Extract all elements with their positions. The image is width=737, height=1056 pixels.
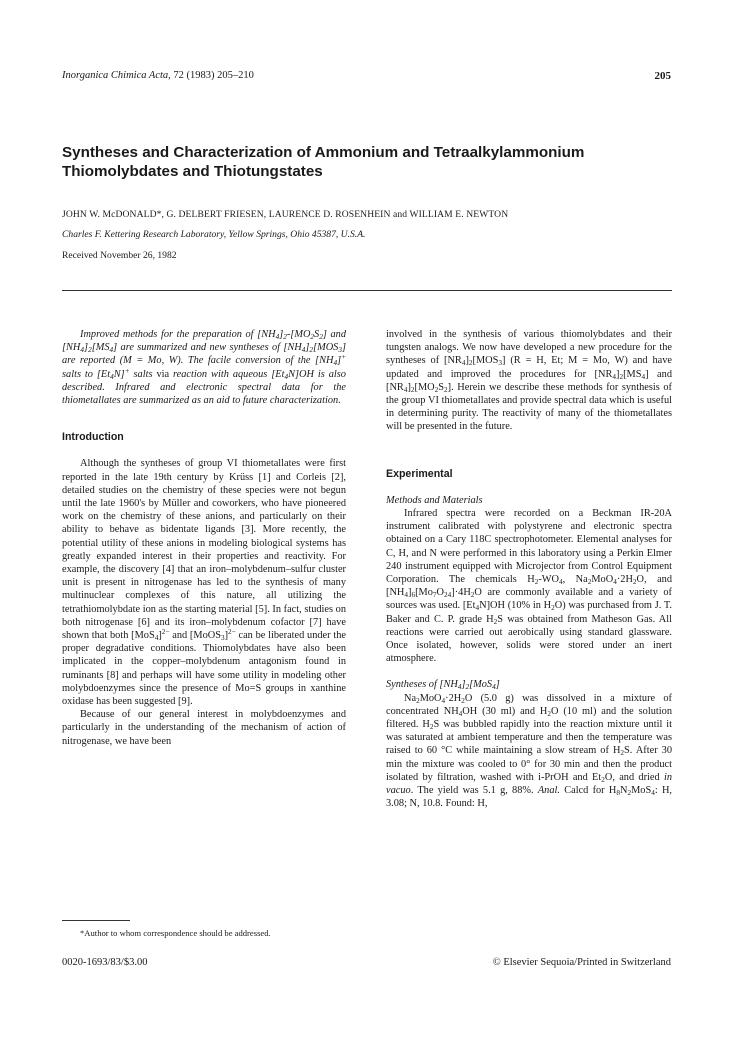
introduction-heading: Introduction — [62, 431, 124, 444]
syntheses-paragraph: $Na_2MoO_4\cdot 2H_2O$ (5.0 g) was dissolved in a mixture of concentrated $NH_4OH$ (30 ml) and $H_2O$ (10 ml) and the solution filtered. $H_2S$ was bubbled rapidly into the reaction mixture until it was saturated at ambient temperature and then the temperature was raised to 60 °C while maintaining a slow stream of $H_2S$. After 30 min the mixture was cooled to 0° for 30 min and then the product isolated by filtration, washed with i-PrOH and $Et_2O$, and dried in vacuo. The yield was 5.1 g, 88%. Anal. Calcd for $H_8N_2MoS_4$: H, 3.08; N, 10.8. Found: H, — [386, 692, 673, 810]
issn-code: 0020-1693/83/$3.00 — [62, 957, 148, 968]
introduction-paragraph-2: Because of our general interest in molybdoenzymes and particularly in the understanding of the mechanism of action of nitrogenase, we have been — [62, 709, 346, 747]
introduction-paragraph-1: Although the syntheses of group VI thiometallates were first reported in the late 19th century by Krüss [1] and Corleis [2], detailed studies on the chemistry of these species were not begun until the late 1960's by Müller and coworkers, who have pioneered work on the chemistry of these anions, and particularly on their ability to behave as bidentate ligands [3]. More recently, the potential utility of these anions in modeling biological systems has greatly expanded interest in their properties and reactivity. For example, the discovery [4] that an iron–molybdenum–sulfur cluster unit is present in nitrogenase has led to the synthesis of many multinuclear complexes of this nature, all utilizing the tetrathiomolybdate ion as the starting material [5]. In fact, studies on both nitrogenase [6] and its iron–molybdenum cofactor [7] have shown that both $[MoS_4]^{2-}$ and [MoOS$_3$]$^{2-}$ can be liberated under the proper degradative conditions. Thiomolybdates have also been implicated in the copper–molybdenum antagonism found in ruminants [8] and perhaps will have some utility in modeling other molybdoenzymes since the presence of Mo=S groups in xanthine oxidase has been suggested [9]. — [62, 458, 346, 708]
experimental-heading: Experimental — [386, 467, 453, 480]
page-number: 205 — [654, 70, 671, 82]
header-divider — [62, 290, 672, 291]
methods-subheading: Methods and Materials — [386, 494, 483, 506]
left-column — [62, 328, 346, 748]
affiliation: Charles F. Kettering Research Laboratory, Yellow Springs, Ohio 45387, U.S.A. — [62, 229, 366, 240]
article-title: Syntheses and Characterization of Ammonium and Tetraalkylammonium Thiomolybdates and Thiotungstates — [62, 144, 585, 180]
footnote-divider — [62, 920, 130, 921]
methods-paragraph: Infrared spectra were recorded on a Beckman IR-20A instrument calibrated with polystyrene and electronic spectra obtained on a Cary 118C spectrophotometer. Elemental analyses for C, H, and N were performed in this laboratory using a Perkin Elmer 240 instrument equipped with Microjector from Control Equipment Corporation. The chemicals $H_2-WO_4$, $Na_2MoO_4\cdot 2H_2O$, and $[NH_4]_6[Mo_7O_{24}]\cdot 4H_2O$ are commonly available and a variety of sources was used. $[Et_4N]OH$ (10% in $H_2O$) was purchased from J. T. Baker and C. P. grade $H_2S$ was obtained from Matheson Gas. All reactions were carried out aerobically using standard glassware. Once isolated, however, solids were stored under an inert atmosphere. — [386, 508, 672, 665]
correspondence-footnote: *Author to whom correspondence should be addressed. — [80, 928, 271, 938]
author-list: JOHN W. McDONALD*, G. DELBERT FRIESEN, LAURENCE D. ROSENHEIN and WILLIAM E. NEWTON — [62, 209, 509, 220]
introduction-paragraph-2-continued: involved in the synthesis of various thiomolybdates and their tungsten analogs. We now have developed a new procedure for the syntheses of $[NR_4]_2[MOS_3] (R = H$, Et; M = Mo, W) and have updated and improved the procedures for $[NR_4]_2[MS_4]$ and $[NR_4]_2[MO_2S_2]$. Herein we describe these methods for synthesis of the group VI thiometallates and provide spectral data which is useful in determining purity. The reactivity of many of the thiometallates will be presented in the future. — [386, 329, 672, 433]
received-date: Received November 26, 1982 — [62, 250, 177, 261]
journal-name: Inorganica Chimica Acta, — [62, 70, 171, 81]
abstract: Improved methods for the preparation of $[NH_4]_2-[MO_2S_2]$ and $[NH_4]_2[MS_4]$ are summarized and new syntheses of $[NH_4]_2[MOS_3]$ are reported (M = Mo, W). The facile conversion of the $[NH_4]^+$ salts to $[Et_4N]^+$ salts via reaction with aqueous $[Et_4N]OH$ is also described. Infrared and electronic spectral data for the thiometallates are summarized as an aid to future characterization. — [62, 329, 346, 407]
syntheses-subheading: Syntheses of $[NH_4]_2[MoS_4]$ — [386, 679, 500, 692]
publisher-notice: © Elsevier Sequoia/Printed in Switzerland — [492, 957, 671, 968]
right-column — [386, 328, 672, 811]
journal-volume-pages: 72 (1983) 205–210 — [173, 70, 254, 81]
journal-citation — [62, 70, 254, 81]
